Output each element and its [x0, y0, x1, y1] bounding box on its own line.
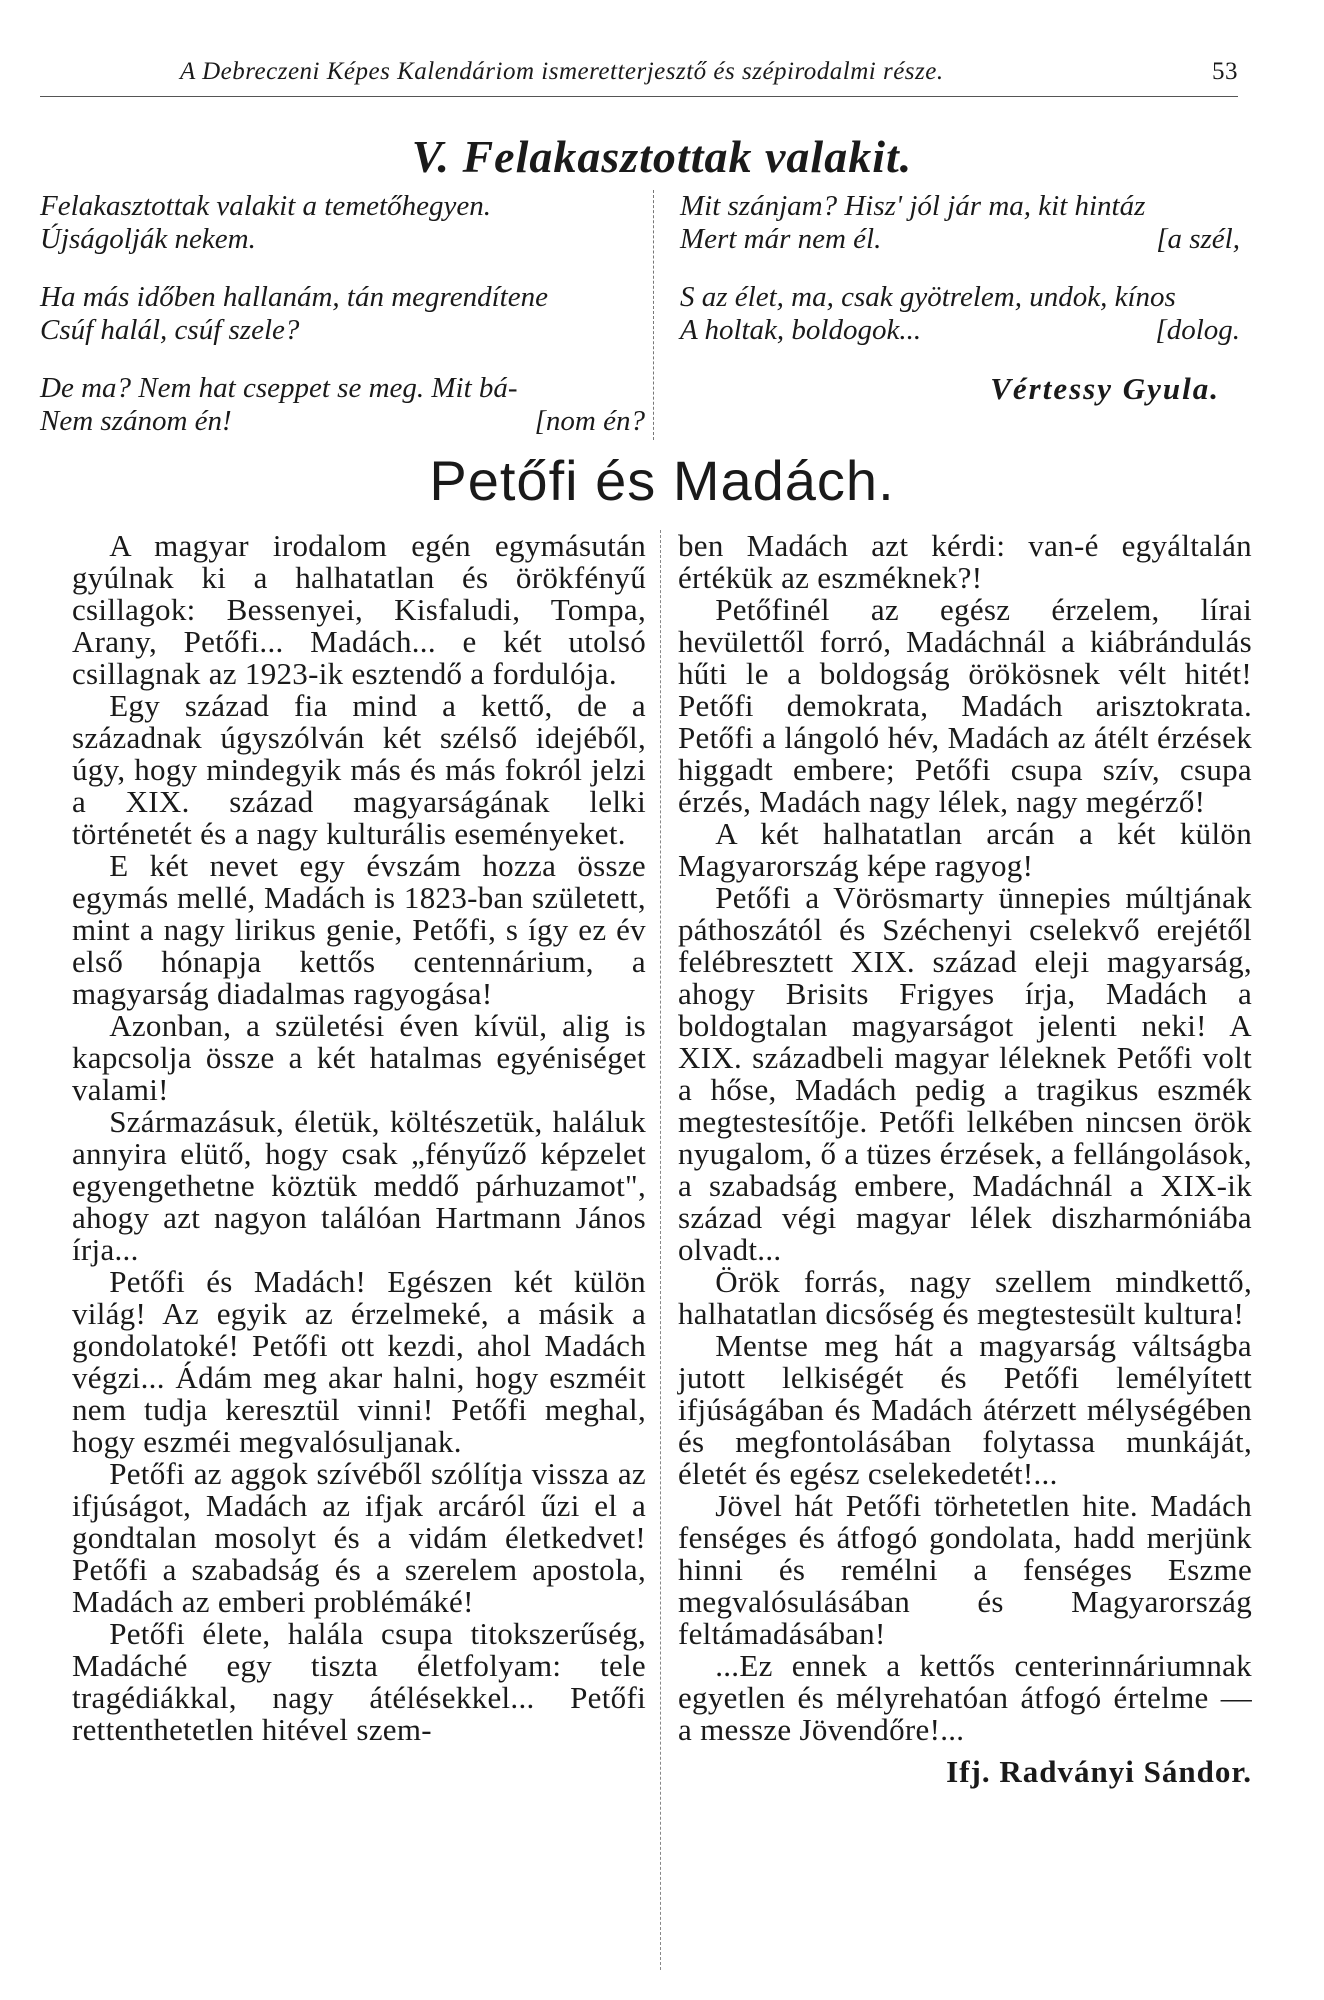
verse-text: Nem szánom én! [40, 405, 232, 437]
page-number: 53 [1212, 58, 1238, 85]
verse-line [40, 405, 645, 438]
verse-line [40, 223, 645, 256]
verse-text: Felakasztottak valakit a temetőhegyen. [40, 190, 491, 222]
verse-text: A holtak, boldogok... [680, 314, 922, 346]
paragraph: Petőfi az aggok szívéből szólítja vissza az ifjúságot, Madách az ifjak arcáról űzi el a gondtalan mosolyt és a vidám életkedvet! Petőfi a szabadság és a szerelem apostola, Madách az emberi problémáké! [72, 1456, 646, 1619]
poem-stanza [40, 190, 645, 256]
paragraph: ben Madách azt kérdi: van-é egyáltalán értékük az eszméknek?! [678, 528, 1252, 595]
verse-text: Ha más időben hallanám, tán megrendítene [40, 281, 548, 313]
header-rule [40, 96, 1238, 97]
verse-line [680, 314, 1240, 347]
poem-left-column [40, 190, 645, 463]
paragraph: Mentse meg hát a magyarság váltságba jutott lelkiségét és Petőfi lemélyített ifjúságában és Madách átérzett mélységében és megfontolásában folytassa munkáját, életét és egész cselekedetét!... [678, 1328, 1252, 1491]
poem-title: V. Felakasztottak valakit. [411, 131, 913, 182]
paragraph: Petőfi és Madách! Egészen két külön világ! Az egyik az érzelmeké, a másik a gondolatoké! Petőfi ott kezdi, ahol Madách végzi... Ádám meg akar halni, hogy eszméit nem tudja keresztül vinni! Petőfi meghal, hogy eszméi megvalósuljanak. [72, 1264, 646, 1459]
poem-stanza [40, 372, 645, 438]
paragraph: Petőfinél az egész érzelem, lírai hevülettől forró, Madáchnál a kiábrándulás hűti le a boldogság örökösnek vélt hitét! Petőfi demokrata, Madách arisztokrata. Petőfi a lángoló hév, Madách az átélt érzések higgadt embere; Petőfi csupa szív, csupa érzés, Madách nagy lélek, nagy megérző! [678, 592, 1252, 819]
verse-text: Újságolják nekem. [40, 223, 256, 255]
poem-stanza [680, 190, 1240, 256]
verse-line [40, 190, 645, 223]
running-title: A Debreczeni Képes Kalendáriom ismeretterjesztő és szépirodalmi része. [180, 58, 944, 85]
paragraph: Jövel hát Petőfi törhetetlen hite. Madách fenséges és átfogó gondolata, hadd merjünk hinni és remélni a fenséges Eszme megvalósulásában és Magyarország feltámadásában! [678, 1488, 1252, 1651]
paragraph: Egy század fia mind a kettő, de a századnak úgyszólván két szélső idejéből, úgy, hogy mindegyik más és más fokról jelzi a XIX. század magyarságának lelki történetét és a nagy kulturális eseményeket. [72, 688, 646, 851]
verse-overflow: [dolog. [1155, 314, 1240, 346]
verse-line [680, 223, 1240, 256]
paragraph: ...Ez ennek a kettős centerinnáriumnak egyetlen és mélyrehatóan átfogó értelme — a messze Jövendőre!... [678, 1648, 1252, 1747]
verse-line [40, 281, 645, 314]
verse-text: S az élet, ma, csak gyötrelem, undok, kínos [680, 281, 1176, 313]
poem-right-column [680, 190, 1240, 405]
poem-stanza [40, 281, 645, 347]
paragraph: Petőfi élete, halála csupa titokszerűség, Madáché egy tiszta életfolyam: tele tragédiákkal, nagy átélésekkel... Petőfi rettenthetetlen hitével szem- [72, 1616, 646, 1747]
paragraph: A két halhatatlan arcán a két külön Magyarország képe ragyog! [678, 816, 1252, 883]
paragraph: Petőfi a Vörösmarty ünnepies múltjának páthoszától és Széchenyi cselekvő erejétől felébresztett XIX. század eleji magyarság, ahogy Brisits Frigyes írja, Madách a boldogtalan magyarságot jelenti neki! A XIX. századbeli magyar léleknek Petőfi volt a hőse, Madách pedig a tragikus eszmék megtestesítője. Petőfi lelkében nincsen örök nyugalom, ő a tüzes érzések, a fellángolások, a szabadság embere, Madáchnál a XIX-ik század végi magyar lélek diszharmóniába olvadt... [678, 880, 1252, 1267]
running-header [180, 58, 1238, 98]
verse-overflow: [a szél, [1156, 223, 1240, 255]
paragraph: Azonban, a születési éven kívül, alig is kapcsolja össze a két hatalmas egyéniséget valami! [72, 1008, 646, 1107]
article-column-divider [660, 530, 661, 1970]
article-author: Ifj. Radványi Sándor. [946, 1754, 1252, 1789]
article-title: Petőfi és Madách. [429, 449, 895, 512]
verse-line [40, 372, 645, 405]
verse-text: Mert már nem él. [680, 223, 882, 255]
paragraph: Örök forrás, nagy szellem mindkettő, halhatatlan dicsőség és megtestesült kultura! [678, 1264, 1252, 1331]
paragraph: E két nevet egy évszám hozza össze egymás mellé, Madách is 1823-ban született, mint a nagy lirikus genie, Petőfi, s így ez év első hónapja kettős centennárium, a magyarság diadalmas ragyogása! [72, 848, 646, 1011]
verse-line [40, 314, 645, 347]
poem-stanza [680, 281, 1240, 347]
verse-text: Mit szánjam? Hisz' jól jár ma, kit hintáz [680, 190, 1146, 222]
poem-author: Vértessy Gyula. [990, 371, 1220, 406]
verse-line [680, 281, 1240, 314]
verse-text: De ma? Nem hat cseppet se meg. Mit bá- [40, 372, 518, 404]
article-right-column [678, 530, 1252, 1788]
article-left-column [72, 530, 646, 1746]
poem-column-divider [653, 190, 654, 440]
verse-overflow: [nom én? [534, 405, 645, 437]
paragraph: Származásuk, életük, költészetük, haláluk annyira elütő, hogy csak „fényűző képzelet egyengethetne köztük meddő párhuzamot", ahogy azt nagyon találóan Hartmann János írja... [72, 1104, 646, 1267]
paragraph: A magyar irodalom egén egymásután gyúlnak ki a halhatatlan és örökfényű csillagok: Bessenyei, Kisfaludi, Tompa, Arany, Petőfi... Madách... e két utolsó csillagnak az 1923-ik esztendő a fordulója. [72, 528, 646, 691]
verse-line [680, 190, 1240, 223]
verse-text: Csúf halál, csúf szele? [40, 314, 300, 346]
